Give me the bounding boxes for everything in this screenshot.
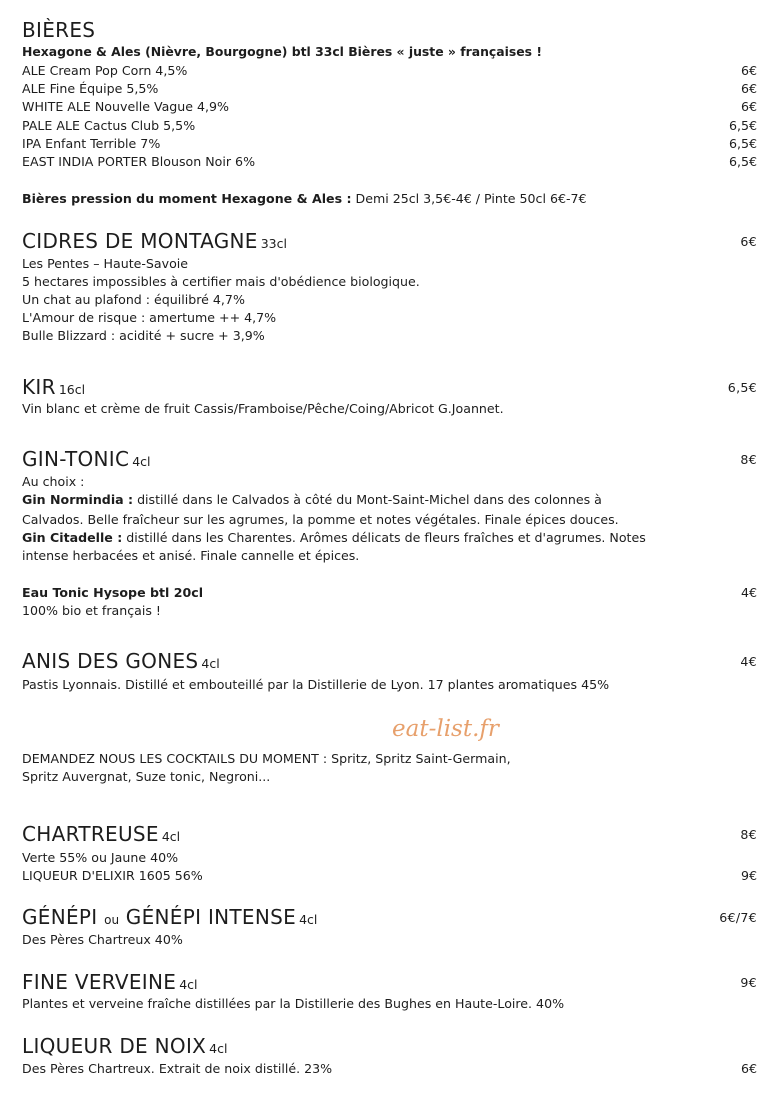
cidres-line: Bulle Blizzard : acidité + sucre + 3,9% [22,328,265,343]
price: 6,5€ [727,380,757,395]
price: 9€ [740,868,757,883]
bieres-pression: Bières pression du moment Hexagone & Ales : Demi 25cl 3,5€-4€ / Pinte 50cl 6€-7€ [22,191,587,206]
elixir-item: LIQUEUR D'ELIXIR 1605 56% 9€ [22,868,757,883]
chartreuse-desc: Verte 55% ou Jaune 40% [22,850,179,865]
watermark: eat-list.fr [392,716,499,742]
price: 6,5€ [728,154,757,169]
cidres-line: L'Amour de risque : amertume ++ 4,7% [22,310,277,325]
genepi-desc: Des Pères Chartreux 40% [22,932,183,947]
gin-citadelle-cont: intense herbacées et anisé. Finale cannelle et épices. [22,548,360,563]
bieres-subtitle: Hexagone & Ales (Nièvre, Bourgogne) btl 33cl Bières « juste » françaises ! [22,44,543,59]
menu-item: EAST INDIA PORTER Blouson Noir 6% 6,5€ [22,154,757,169]
chartreuse-heading: CHARTREUSE 4cl 8€ [22,822,757,846]
kir-desc: Vin blanc et crème de fruit Cassis/Framboise/Pêche/Coing/Abricot G.Joannet. [22,401,504,416]
price: 4€ [740,585,757,600]
gin-heading: GIN-TONIC 4cl 8€ [22,447,757,471]
cocktails-line: Spritz Auvergnat, Suze tonic, Negroni... [22,769,271,784]
price: 4€ [740,654,757,669]
tonic-heading: Eau Tonic Hysope btl 20cl 4€ [22,585,757,600]
noix-desc: Des Pères Chartreux. Extrait de noix distillé. 23% 6€ [22,1061,757,1076]
gin-au-choix: Au choix : [22,474,85,489]
price: 6,5€ [728,118,757,133]
genepi-heading: GÉNÉPI ou GÉNÉPI INTENSE 4cl 6€/7€ [22,905,757,929]
verveine-heading: FINE VERVEINE 4cl 9€ [22,970,757,994]
menu-item: PALE ALE Cactus Club 5,5% 6,5€ [22,118,757,133]
price: 8€ [740,452,757,467]
price: 6€/7€ [719,910,757,925]
price: 6€ [740,99,757,114]
cidres-line: Un chat au plafond : équilibré 4,7% [22,292,245,307]
anis-desc: Pastis Lyonnais. Distillé et embouteillé par la Distillerie de Lyon. 17 plantes aromatiques 45% [22,677,610,692]
price: 6,5€ [728,136,757,151]
tonic-desc: 100% bio et français ! [22,603,161,618]
noix-heading: LIQUEUR DE NOIX 4cl [22,1034,228,1058]
cidres-line: Les Pentes – Haute-Savoie [22,256,189,271]
price: 6€ [740,63,757,78]
price: 6€ [740,234,757,249]
cocktails-line: DEMANDEZ NOUS LES COCKTAILS DU MOMENT : Spritz, Spritz Saint-Germain, [22,751,511,766]
menu-item: ALE Cream Pop Corn 4,5% 6€ [22,63,757,78]
price: 6€ [740,81,757,96]
gin-normindia-cont: Calvados. Belle fraîcheur sur les agrumes, la pomme et notes végétales. Finale épices douces. [22,512,619,527]
kir-heading: KIR 16cl 6,5€ [22,375,757,399]
price: 8€ [740,827,757,842]
price: 9€ [740,975,757,990]
bieres-heading: BIÈRES [22,18,96,42]
gin-citadelle: Gin Citadelle : distillé dans les Charentes. Arômes délicats de fleurs fraîches et d'agrumes. Notes [22,530,646,545]
cidres-line: 5 hectares impossibles à certifier mais d'obédience biologique. [22,274,420,289]
menu-item: IPA Enfant Terrible 7% 6,5€ [22,136,757,151]
anis-heading: ANIS DES GONES 4cl 4€ [22,649,757,673]
cidres-heading: CIDRES DE MONTAGNE 33cl 6€ [22,229,757,253]
menu-item: ALE Fine Équipe 5,5% 6€ [22,81,757,96]
gin-normindia: Gin Normindia : distillé dans le Calvados à côté du Mont-Saint-Michel dans des colonnes à [22,492,602,507]
price: 6€ [740,1061,757,1076]
verveine-desc: Plantes et verveine fraîche distillées par la Distillerie des Bughes en Haute-Loire. 40% [22,996,565,1011]
menu-item: WHITE ALE Nouvelle Vague 4,9% 6€ [22,99,757,114]
